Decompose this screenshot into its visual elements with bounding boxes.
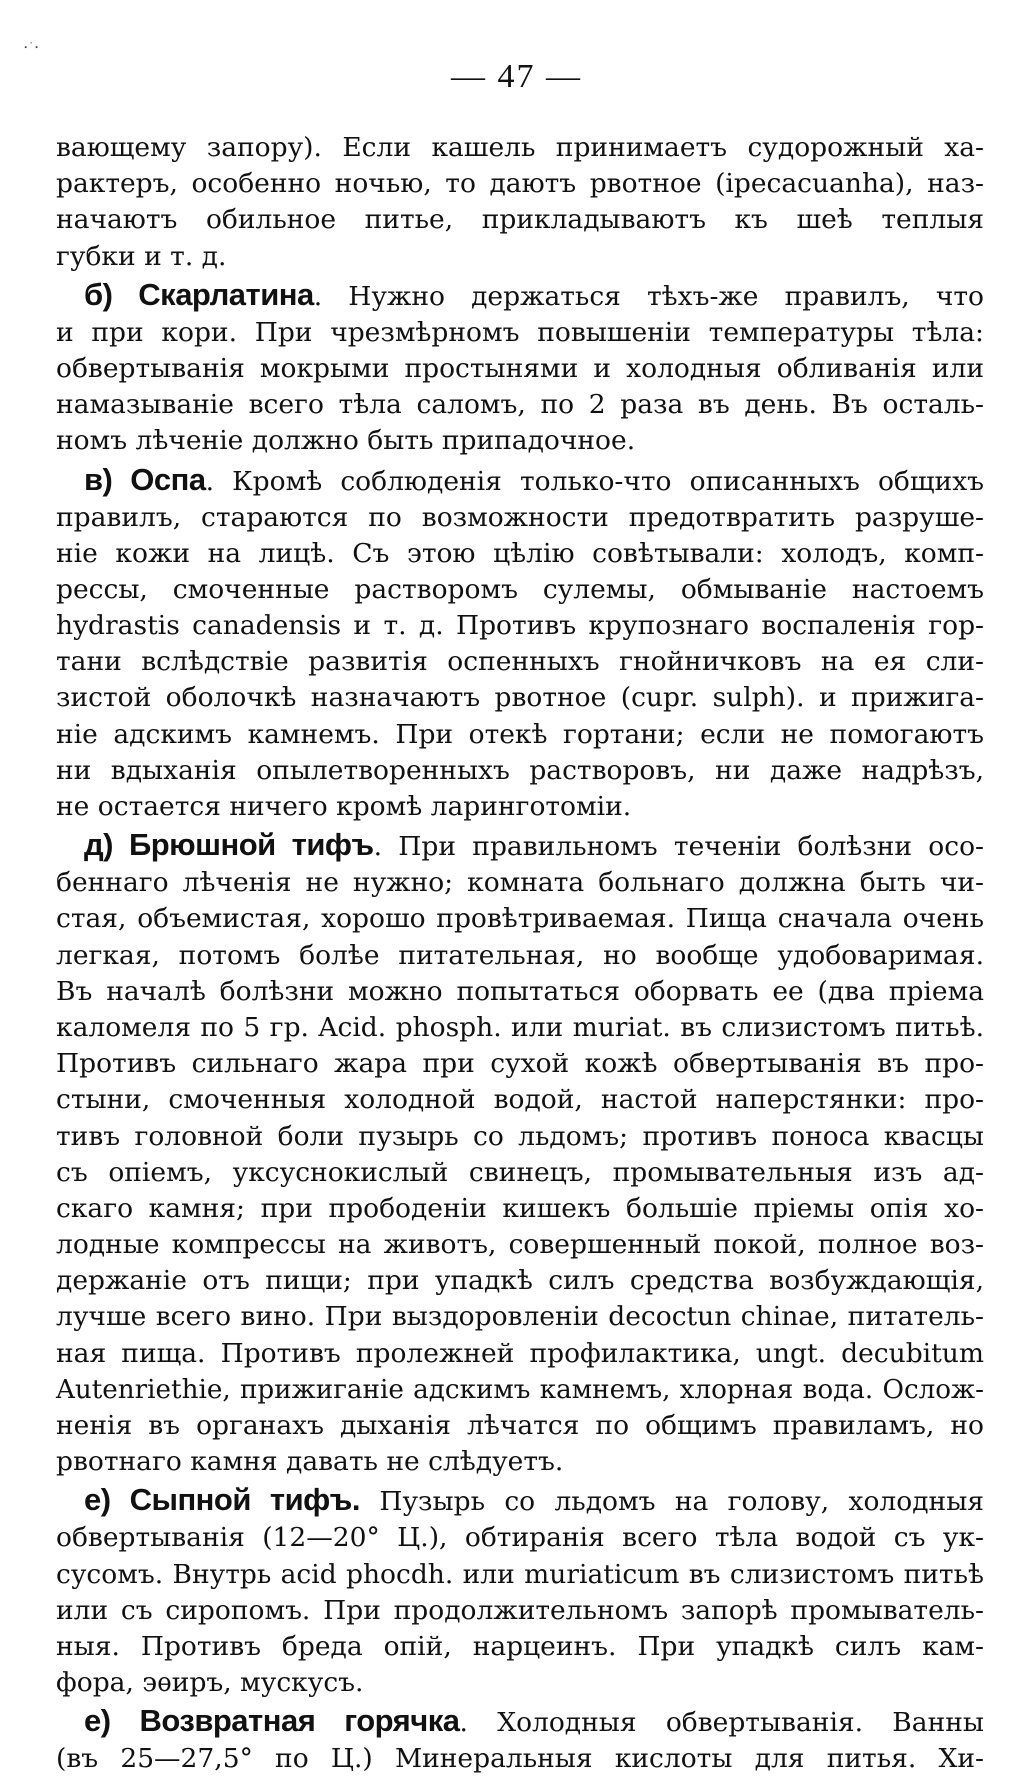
text-line: тани вслѣдствіе развитія оспенныхъ гнойничковъ на ея сли-	[56, 646, 984, 678]
section-e-first-line	[56, 1480, 984, 1520]
text-line: не остается ничего кромѣ ларинготоміи.	[56, 791, 632, 822]
section-heading-ospa: в) Оспа	[84, 461, 206, 497]
text-line: Противъ сильнаго жара при сухой кожѣ обвертыванія въ про-	[56, 1048, 984, 1080]
text-line: лодные компрессы на животъ, совершенный покой, полное воз-	[56, 1229, 984, 1261]
text-line: губки и т. д.	[56, 240, 227, 272]
section-d-first-line	[56, 825, 984, 865]
section-heading-scarlatina: б) Скарлатина	[84, 276, 314, 312]
text-line: или съ сиропомъ. При продолжительномъ запорѣ промыватель-	[56, 1594, 984, 1626]
text-line: легкая, потомъ болѣе питательная, но вообще удобоваримая.	[56, 939, 984, 971]
text-line: съ опіемъ, уксуснокислый свинецъ, промывательныя изъ ад-	[56, 1156, 984, 1188]
text-line: стая, объемистая, хорошо провѣтриваемая. Пища сначала очень	[56, 903, 984, 935]
text-line: ненія въ органахъ дыханія лѣчатся по общимъ правиламъ, но	[56, 1410, 984, 1441]
text-line: рвотнаго камня давать не слѣдуетъ.	[56, 1446, 564, 1478]
text-line: тивъ головной боли пузырь со льдомъ; противъ поноса квасцы	[56, 1120, 984, 1152]
text-line: и при кори. При чрезмѣрномъ повышеніи температуры тѣла:	[56, 316, 984, 348]
text-line: начаютъ обильное питье, прикладываютъ къ шеѣ теплыя	[56, 204, 984, 236]
section-v-text: . Кромѣ соблюденія только-что описанныхъ общихъ	[205, 465, 984, 497]
text-line: вающему запору). Если кашель принимаетъ судорожный ха-	[56, 132, 984, 163]
text-line: ная пища. Противъ пролежней профилактика, ungt. decubitum	[56, 1337, 984, 1369]
section-heading-relapsing-fever: е) Возвратная горячка	[84, 1703, 460, 1739]
section-heading-spotted-typhus: е) Сыпной тифъ.	[84, 1482, 361, 1518]
text-line: беннаго лѣченія не нужно; комната больнаго должна быть чи-	[56, 867, 984, 899]
text-line: ныя. Противъ бреда опій, нарцеинъ. При упадкѣ силъ кам-	[56, 1630, 984, 1662]
section-heading-typhoid: д) Брюшной тифъ	[84, 827, 374, 863]
text-line: обвертыванія мокрыми простынями и холодныя обливанія или	[56, 352, 984, 384]
text-line: номъ лѣченіе должно быть припадочное.	[56, 425, 636, 457]
text-line: Въ началѣ болѣзни можно попытаться оборвать ее (два пріема	[56, 975, 984, 1007]
text-line: зистой оболочкѣ назначаютъ рвотное (cupr. sulph). и прижига-	[56, 682, 984, 714]
text-line: рессы, смоченные растворомъ сулемы, обмываніе настоемъ	[56, 573, 984, 605]
text-line: лучше всего вино. При выздоровленіи decoctun chinae, питатель-	[56, 1301, 984, 1333]
text-line: держаніе отъ пищи; при упадкѣ силъ средства возбуждающія,	[56, 1265, 984, 1297]
text-line: ніе адскимъ камнемъ. При отекѣ гортани; если не помогаютъ	[56, 718, 984, 750]
text-line: стыни, смоченныя холодной водой, настой наперстянки: про-	[56, 1084, 984, 1116]
text-line: Autenriethie, прижиганіе адскимъ камнемъ, хлорная вода. Ослож-	[56, 1374, 984, 1405]
text-line: (въ 25—27,5° по Ц.) Минеральныя кислоты для питья. Хи-	[56, 1743, 984, 1775]
text-line: каломеля по 5 гр. Acid. phosph. или muriat. въ слизистомъ питьѣ.	[56, 1011, 984, 1043]
page-number: — 47 —	[451, 58, 582, 95]
text-line: обвертыванія (12—20° Ц.), обтиранія всего тѣла водой съ ук-	[56, 1522, 984, 1554]
text-line: правилъ, стараются по возможности предотвратить разруше-	[56, 501, 984, 533]
section-e-text: Пузырь со льдомъ на голову, холодныя	[360, 1486, 985, 1518]
section-b-text: . Нужно держаться тѣхъ-же правилъ, что	[313, 280, 984, 312]
text-line: сусомъ. Внутрь acid phocdh. или muriaticum въ слизистомъ питьѣ	[56, 1558, 984, 1590]
section-f-first-line	[56, 1701, 984, 1741]
text-line: фора, эѳиръ, мускусъ.	[56, 1667, 364, 1699]
section-b-first-line	[56, 275, 984, 315]
section-d-text: . При правильномъ теченіи болѣзни осо-	[373, 831, 985, 863]
text-line: рактеръ, особенно ночью, то даютъ рвотное (ipecacuanha), наз-	[56, 168, 984, 200]
body-text	[56, 130, 984, 1778]
section-v-first-line	[56, 460, 984, 500]
section-f-text: . Холодныя обвертыванія. Ванны	[459, 1707, 984, 1739]
text-line: скаго камня; при прободеніи кишекъ большіе пріемы опія хо-	[56, 1192, 984, 1224]
text-line: намазываніе всего тѣла саломъ, по 2 раза въ день. Въ осталь-	[56, 389, 984, 421]
text-line: ніе кожи на лицѣ. Съ этою цѣлію совѣтывали: холодъ, комп-	[56, 537, 984, 569]
printing-speck: ꞏ˙ꞏ	[24, 41, 40, 54]
text-line: hydrastis canadensis и т. д. Противъ крупознаго воспаленія гор-	[56, 610, 984, 642]
text-line: ни вдыханія опылетворенныхъ растворовъ, ни даже надрѣзъ,	[56, 754, 984, 786]
